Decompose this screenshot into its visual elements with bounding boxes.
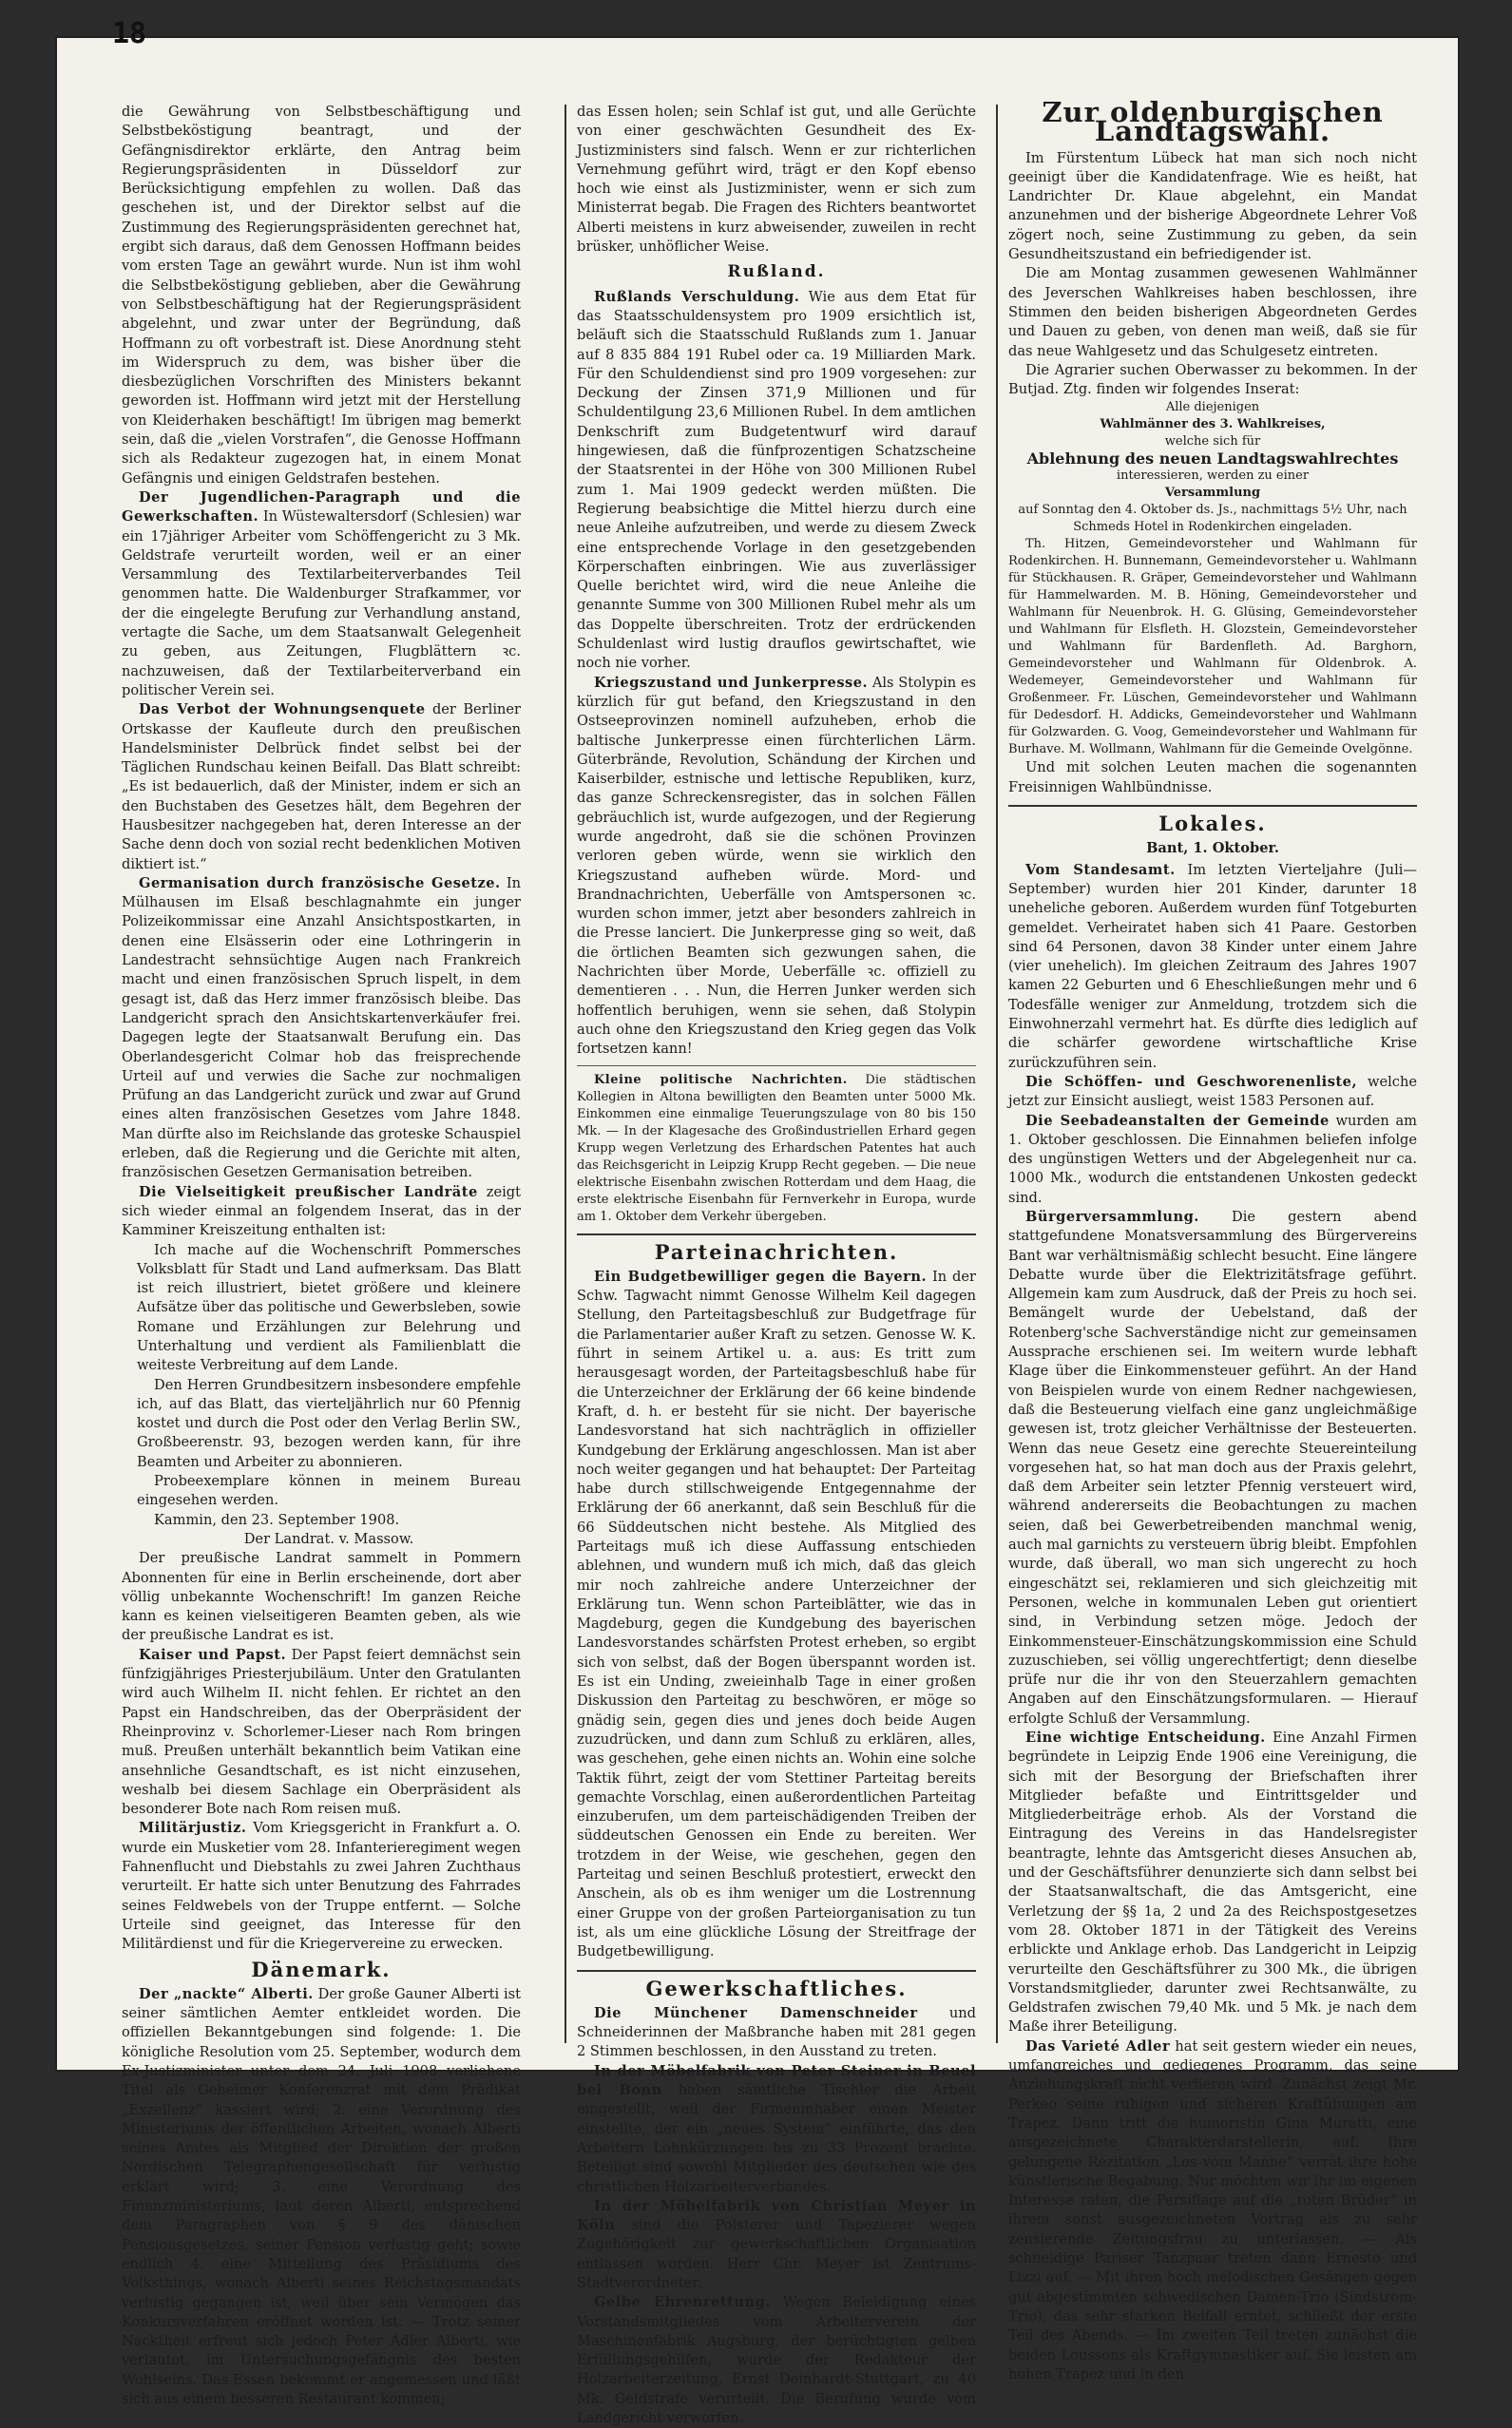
inserat-box	[1008, 399, 1417, 758]
ad-line: Versammlung	[1164, 486, 1261, 501]
article-text: die Gewährung von Selbstbeschäftigung und Selbstbeköstigung beantragt, und der Gefängnisdirektor erklärte, den Antrag beim Regierungspräsidenten in Düsseldorf zur Berücksichtigung empfehlen zu wollen. Daß das geschehen ist, und der Direktor selbst auf die Zustimmung des Regierungspräsidenten gerechnet hat, ergibt sich daraus, daß dem Genossen Hoffmann beides vom ersten Tage an gewährt wurde. Nun ist ihm wohl die Selbstbeköstigung geblieben, aber die Gewährung von Selbstbeschäftigung hat der Regierungspräsident abgelehnt, und zwar unter der Begründung, daß Hoffmann zu oft vorbestraft ist. Diese Anordnung steht im Widerspruch zu dem, was bisher über die diesbezüglichen Vorschriften des Ministers bekannt geworden ist. Hoffmann wird jetzt mit der Herstellung von Kleiderhaken beschäftigt! Im übrigen mag bemerkt sein, daß die „vielen Vorstrafen“, die Genosse Hoffmann sich als Redakteur zugezogen hat, in einem Monat Gefängnis und einigen Geldstrafen bestehen.	[122, 104, 521, 487]
article-heading: Die Schöffen- und Geschworenenliste,	[1025, 1073, 1358, 1090]
article-text: welche jetzt zur Einsicht ausliegt, weist 1583 Personen auf.	[1008, 1073, 1418, 1110]
article-text: Der große Gauner Alberti ist seiner sämtlichen Aemter entkleidet worden. Die offiziellen Bekanntgebungen sind folgende: 1. Die königliche Resolution vom 25. September, wodurch dem Ex-Justizminister unter dem 24. Juli 1908 verliehene Titel als Geheimer Konferenzrat mit dem Prädikat „Exzellenz“ kassiert wird; 2. eine Verordnung des Ministeriums der öffentlichen Arbeiten, wonach Alberti seines Amtes als Mitglied der Direktion der großen Nordischen Telegraphengesellschaft für verlustig erklärt wird; 3. eine Verordnung des Finanzministeriums, laut deren Alberti, entsprechend dem Paragraphen von § 9 des dänischen Pensionsgesetzes, seiner Pension verlustig geht; sowie endlich 4. eine Mitteilung des Präsidiums des Volksthings, wonach Alberti seines Reichstagsmandats verlustig gegangen ist, weil über sein Vermögen das Konkursverfahren eröffnet worden ist. — Trotz seiner Nacktheit erfreut sich jedoch Peter Adler Alberti, wie verlautet, im Untersuchungsgefängnis des besten Wohlseins. Das Essen bekommt er angemessen und läßt sich aus einem besseren Restaurant kommen;	[122, 1985, 521, 2408]
article-text: Die Agrarier suchen Oberwasser zu bekommen. In der Butjad. Ztg. finden wir folgendes Inserat:	[1008, 361, 1417, 398]
article-text: In Mülhausen im Elsaß beschlagnahmte ein junger Polizeikommissar eine Anzahl Ansichtspostkarten, in denen eine Elsässerin oder eine Lothringerin in Landestracht sehnsüchtige Augen nach Frankreich macht und einen französischen Spruch lispelt, in dem gesagt ist, daß das Herz immer französisch bleibe. Das Landgericht sprach den Ansichtskartenverkäufer frei. Dagegen legte der Staatsanwalt Berufung ein. Das Oberlandesgericht Colmar hob das freisprechende Urteil auf und verwies die Sache zur nochmaligen Prüfung an das Landgericht zurück und zwar auf Grund eines alten französischen Gesetzes vom Jahre 1848. Man dürfte also im Reichslande das groteske Schauspiel erleben, daß die Regierung und die Gerichte mit alten, französischen Gesetzen Germanisation betreiben.	[122, 874, 521, 1181]
article-text: Als Stolypin es kürzlich für gut befand, den Kriegszustand in den Ostseeprovinzen nominell aufzuheben, erhob die baltische Junkerpresse einen fürchterlichen Lärm. Güterbrände, Revolution, Schändung der Kirchen und Kaiserbilder, estnische und lettische Republiken, kurz, das ganze Schreckensregister, das in solchen Fällen gebräuchlich ist, wurde aufgezogen, und der Regierung wurde angedroht, daß sie die schönen Provinzen verloren geben würde, wenn sie wirklich den Kriegszustand aufheben würde. Mord- und Brandnachrichten, Ueberfälle von Amtspersonen ꝛc. wurden schon immer, jetzt aber besonders zahlreich in die Presse lanciert. Die Junkerpresse ging so weit, daß die örtlichen Beamten sich gezwungen sahen, die Nachrichten über Morde, Ueberfälle ꝛc. offiziell zu dementieren . . . Nun, die Herren Junker werden sich hoffentlich beruhigen, wenn sie sehen, daß Stolypin auch ohne den Kriegszustand den Krieg gegen das Volk fortsetzen kann!	[577, 674, 976, 1058]
section-title: Parteinachrichten.	[654, 1239, 899, 1264]
article-heading: Militärjustiz.	[139, 1820, 247, 1837]
article-heading: Die Seebadeanstalten der Gemeinde	[1025, 1112, 1330, 1129]
article-heading: Eine wichtige Entscheidung.	[1025, 1730, 1266, 1746]
ad-signatories: Th. Hitzen, Gemeindevorsteher und Wahlmann für Rodenkirchen. H. Bunnemann, Gemeindevorsteher u. Wahlmann für Stückhausen. R. Gräper, Gemeindevorsteher und Wahlmann für Hammelwarden. M. B. Höning, Gemeindevorsteher und Wahlmann für Neuenbrok. H. G. Glüsing, Gemeindevorsteher und Wahlmann für Elsfleth. H. Glozstein, Gemeindevorsteher und Wahlmann für Bardenfleth. Ad. Barghorn, Gemeindevorsteher und Wahlmann für Oldenbrok. A. Wedemeyer, Gemeindevorsteher und Wahlmann für Großenmeer. Fr. Lüschen, Gemeindevorsteher und Wahlmann für Dedesdorf. H. Addicks, Gemeindevorsteher und Wahlmann für Golzwarden. G. Voog, Gemeindevorsteher und Wahlmann für Burhave. M. Wollmann, Wahlmann für die Gemeinde Ovelgönne.	[1008, 537, 1417, 757]
article-heading: Der Jugendlichen-Paragraph und die Gewerkschaften.	[122, 488, 521, 526]
article-text: Die gestern abend stattgefundene Monatsversammlung des Bürgervereins Bant war verhältnismäßig schlecht besucht. Eine längere Debatte wurde über die Elektrizitätsfrage geführt. Allgemein kam zum Ausdruck, daß der Preis zu hoch sei. Bemängelt wurde der Uebelstand, daß der Rotenberg'sche Sachverständige nicht zur gemeinsamen Aussprache erschienen sei. Im weitern wurde lebhaft Klage über die Einkommensteuer geführt. An der Hand von Beispielen wurde von einem Redner nachgewiesen, daß die Besteuerung vielfach eine ganz ungleichmäßige gewesen ist, trotz gleicher Verhältnisse der Besteuerten. Wenn das neue Gesetz eine gerechte Steuereinteilung vorgesehen hat, so hat man doch aus der Praxis gelehrt, daß dem Arbeiter sein letzter Pfennig versteuert wird, während andererseits die Beobachtungen zu machen seien, daß bei Gewerbetreibenden manchmal wenig, auch mal garnichts zu versteuern übrig bleibt. Empfohlen wurde, daß überall, wo man sich ungerecht zu hoch eingeschätzt sei, reklamieren und sich gleichzeitig mit Personen, welche in kommunalen Leben gut orientiert sind, in Verbindung setzen möge. Jedoch der Einkommensteuer-Einschätzungskommission eine Schuld zuzuschieben, sei völlig ungerechtfertigt; denn dieselbe prüfe nur die ihr von den Steuerzahlern gemachten Angaben auf den Einschätzungsformularen. — Hierauf erfolgte Schluß der Versammlung.	[1008, 1208, 1418, 1727]
article-heading: Ein Budgetbewilliger gegen die Bayern.	[594, 1268, 928, 1285]
article-heading: Kaiser und Papst.	[139, 1646, 287, 1663]
article-text: zeigt sich wieder einmal an folgendem Inserat, das in der Kamminer Kreiszeitung enthalten ist:	[122, 1183, 521, 1239]
article-heading: Die Münchener Damenschneider	[594, 2004, 918, 2021]
quote-date: Kammin, den 23. September 1908.	[154, 1511, 400, 1528]
quote-paragraph: Ich mache auf die Wochenschrift Pommersches Volksblatt für Stadt und Land aufmerksam. Das Blatt ist reich illustriert, bietet größere und kleinere Aufsätze über das politische und Gewerbsleben, sowie Romane und Erzählungen zur Belehrung und Unterhaltung und verdient als Familienblatt die weiteste Verbreitung auf dem Lande.	[137, 1241, 521, 1374]
divider	[1008, 805, 1417, 807]
divider	[577, 1065, 976, 1066]
ad-line: interessieren, werden zu einer	[1116, 468, 1310, 484]
article-heading: Die Vielseitigkeit preußischer Landräte	[139, 1183, 478, 1200]
quote-signature: Der Landrat. v. Massow.	[243, 1530, 414, 1547]
column-rule-2	[996, 105, 998, 2043]
article-text: haben sämtliche Tischler die Arbeit eingestellt, weil der Firmeninhaber einen Meister einstellte, der ein „neues System“ einführte, das den Arbeitern Lohnkürzungen bis zu 33 Prozent brachte. Beteiligt sind sowohl Mitglieder des deutschen wie des christlichen Holzarbeiterverbandes.	[577, 2082, 976, 2195]
article-text: In Wüstewaltersdorf (Schlesien) war ein 17jähriger Arbeiter vom Schöffengericht zu 3 Mk. Geldstrafe verurteilt worden, weil er an einer Versammlung des Textilarbeiterverbandes Teil genommen hatte. Die Waldenburger Strafkammer, vor der die eingelegte Berufung zur Verhandlung anstand, vertagte die Sache, um dem Staatsanwalt Gelegenheit zu geben, aus Zeitungen, Flugblättern ꝛc. nachzuweisen, daß der Textilarbeiterverband ein politischer Verein sei.	[122, 508, 522, 698]
column-2	[577, 103, 977, 2427]
article-heading: Rußlands Verschuldung.	[594, 288, 800, 305]
quote-paragraph: Probeexemplare können in meinem Bureau eingesehen werden.	[137, 1473, 521, 1509]
article-heading: Kleine politische Nachrichten.	[594, 1072, 848, 1087]
section-title: Dänemark.	[251, 1957, 392, 1981]
article-text: wurden am 1. Oktober geschlossen. Die Einnahmen beliefen infolge des ungünstigen Wetters und der Abgelegenheit nur ca. 1000 Mk., wodurch die entstandenen Unkosten gedeckt sind.	[1008, 1112, 1417, 1206]
main-headline: Zur oldenburgischen Landtagswahl.	[1042, 96, 1384, 148]
article-text: Eine Anzahl Firmen begründete in Leipzig Ende 1906 eine Vereinigung, die sich mit der Besorgung der Briefschaften ihrer Mitglieder befaßte und Eintrittsgelder und Mitgliederbeiträge erhob. Als der Vorstand die Eintragung des Vereins in das Handelsregister beantragte, lehnte das Amtsgericht dieses Ansuchen ab, und der Geschäftsführer denunzierte sich dann selbst bei der Staatsanwaltschaft, die das Amtsgericht, eine Verletzung der §§ 1a, 2 und 2a des Reichspostgesetzes vom 28. Oktober 1871 in der Tätigkeit des Vereins erblickte und Anklage erhob. Das Landgericht in Leipzig verurteilte den Geschäftsführer zu 300 Mk., die übrigen Vorstandsmitglieder, darunter zwei Rechtsanwälte, zu Geldstrafen zwischen 79,40 Mk. und 5 Mk. je nach dem Maße ihrer Beteiligung.	[1008, 1730, 1417, 2036]
article-heading: In der Möbelfabrik von Christian Meyer in Köln	[577, 2197, 976, 2234]
article-text: Wegen Beleidigung eines Vorstandsmitgliedes vom Arbeiterverein der Maschinenfabrik Augsburg, der berüchtigten gelben Erfüllungsgehilfen, wurde der Redakteur der Holzarbeiterzeitung, Ernst Deinhardt-Stuttgart, zu 40 Mk. Geldstrafe verurteilt. Die Berufung wurde vom Landgericht verworfen.	[577, 2294, 976, 2427]
page-number: 18	[112, 17, 147, 50]
article-heading: Germanisation durch französische Gesetze.	[139, 874, 501, 891]
section-title: Lokales.	[1158, 812, 1267, 836]
article-text: Die am Montag zusammen gewesenen Wahlmänner des Jeverschen Wahlkreises haben beschlossen, ihre Stimmen den beiden bisherigen Abgeordneten Gerdes und Dauen zu geben, von denen man weiß, daß sie für das neue Wahlgesetz und das Schulgesetz eintreten.	[1008, 265, 1417, 359]
article-text: das Essen holen; sein Schlaf ist gut, und alle Gerüchte von einer geschwächten Gesundheit des Ex-Justizministers sind falsch. Wenn er zur richterlichen Vernehmung geführt wird, trägt er den Kopf ebenso hoch wie einst als Justizminister, wenn er sich zum Ministerrat begab. Die Fragen des Richters beantwortet Alberti meistens in kurz abweisender, zuweilen in recht brüsker, unhöflicher Weise.	[577, 104, 976, 256]
divider	[577, 1233, 976, 1235]
section-title: Gewerkschaftliches.	[645, 1976, 908, 2000]
article-text: Der preußische Landrat sammelt in Pommern Abonnenten für eine in Berlin erscheinende, dort aber völlig unbekannte Wochenschrift! Im ganzen Reiche kann es keinen vielseitigeren Beamten geben, als wie der preußische Landrat es ist.	[122, 1550, 521, 1644]
article-heading: Der „nackte“ Alberti.	[139, 1985, 314, 2002]
column-rule-1	[565, 105, 566, 2043]
ad-line: Ablehnung des neuen Landtagswahlrechtes	[1026, 449, 1399, 468]
inserat-quote	[122, 1241, 521, 1550]
article-heading: Das Varieté Adler	[1025, 2037, 1171, 2055]
article-text: Wie aus dem Etat für das Staatsschuldensystem pro 1909 ersichtlich ist, beläuft sich die Staatsschuld Rußlands zum 1. Januar auf 8 835 884 191 Rubel oder ca. 19 Milliarden Mark. Für den Schuldendienst sind pro 1909 vorgesehen: zur Deckung der Zinsen 371,9 Millionen und für Schuldentilgung 23,6 Millionen Rubel. In dem amtlichen Denkschrift zum Budgetentwurf wird darauf hingewiesen, daß die fünfprozentigen Schatzscheine der Staatsrentei in der Höhe von 300 Millionen Rubel zum 1. Mai 1909 gedeckt werden müßten. Die Regierung beabsichtige die Mittel hierzu durch eine neue Anleihe aufzutreiben, und werde zu diesem Zweck eine entsprechende Vorlage in den gesetzgebenden Körperschaften einbringen. Wie aus zuverlässiger Quelle berichtet wird, wird die neue Anleihe die genannte Summe von 300 Millionen Rubel mehr als um das Doppelte überschreiten. Trotz der erdrückenden Schuldenlast wird lustig drauflos gewirtschaftet, wie noch nie vorher.	[577, 288, 976, 672]
ad-line: Wahlmänner des 3. Wahlkreises,	[1100, 417, 1326, 432]
article-text: Vom Kriegsgericht in Frankfurt a. O. wurde ein Musketier vom 28. Infanterieregiment wegen Fahnenflucht und Diebstahls zu zwei Jahren Zuchthaus verurteilt. Er hatte sich unter Benutzung des Fahrrades seines Feldwebels von der Truppe entfernt. — Solche Urteile sind geeignet, das Interesse für den Militärdienst und für die Kriegervereine zu erwecken.	[122, 1820, 522, 1953]
article-text: Und mit solchen Leuten machen die sogenannten Freisinnigen Wahlbündnisse.	[1008, 759, 1417, 795]
article-heading: Gelbe Ehrenrettung.	[594, 2294, 771, 2311]
divider	[577, 1970, 976, 1972]
article-heading: Vom Standesamt.	[1025, 861, 1176, 878]
article-heading: In der Möbelfabrik von Peter Steiner in Beuel bei Bonn	[577, 2062, 976, 2099]
article-text: und Schneiderinnen der Maßbranche haben mit 281 gegen 2 Stimmen beschlossen, in den Ausstand zu treten.	[577, 2004, 976, 2060]
ad-line: Alle diejenigen	[1165, 400, 1260, 415]
article-text: Der Papst feiert demnächst sein fünfzigjähriges Priesterjubiläum. Unter den Gratulanten wird auch Wilhelm II. nicht fehlen. Er richtet an den Papst ein Handschreiben, das der Oberpräsident der Rheinprovinz v. Schorlemer-Lieser nach Rom bringen muß. Preußen unterhält bekanntlich beim Vatikan eine ansehnliche Gesandtschaft, es ist nicht einzusehen, weshalb bei diesem Sachlage ein Oberpräsident als besonderer Bote nach Rom reisen muß.	[122, 1646, 521, 1818]
column-1	[122, 103, 522, 2408]
article-heading: Das Verbot der Wohnungsenquete	[139, 701, 426, 718]
article-text: Im letzten Vierteljahre (Juli—September) wurden hier 201 Kinder, darunter 18 uneheliche geboren. Außerdem wurden fünf Totgeburten gemeldet. Verheiratet haben sich 41 Paare. Gestorben sind 64 Personen, davon 38 Kinder unter einem Jahre (vier unehelich). Im gleichen Zeitraum des Jahres 1907 kamen 22 Geburten und 6 Eheschließungen mehr und 6 Todesfälle weniger zur Anmeldung, trotzdem sich die Einwohnerzahl vermehrt hat. Es dürfte dies lediglich auf die schärfer gewordene wirtschaftliche Krise zurückzuführen sein.	[1008, 861, 1418, 1071]
column-3	[1008, 96, 1418, 2382]
article-text: der Berliner Ortskasse der Kaufleute durch den preußischen Handelsminister Delbrück findet selbst bei der Täglichen Rundschau keinen Beifall. Das Blatt schreibt: „Es ist bedauerlich, daß der Minister, indem er sich an den Buchstaben des Gesetzes hält, dem Begehren der Hausbesitzer nachgegeben hat, deren Interesse an der Sache denn doch von sozial recht bedenklichen Motiven diktiert ist.“	[122, 701, 522, 872]
dateline: Bant, 1. Oktober.	[1146, 840, 1279, 857]
article-text: sind die Polsterer und Tapezierer wegen Zugehörigkeit zur gewerkschaftlichen Organisation entlassen worden. Herr Chr. Meyer ist Zentrums-Stadtverordneter.	[577, 2217, 977, 2291]
quote-paragraph: Den Herren Grundbesitzern insbesondere empfehle ich, auf das Blatt, das vierteljährlich nur 60 Pfennig kostet und durch die Post oder den Verlag Berlin SW., Großbeerenstr. 93, bezogen werden kann, für ihre Beamten und Arbeiter zu abonnieren.	[137, 1376, 521, 1470]
article-text: Im Fürstentum Lübeck hat man sich noch nicht geeinigt über die Kandidatenfrage. Wie es heißt, hat Landrichter Dr. Klaue abgelehnt, ein Mandat anzunehmen und der bisherige Abgeordnete Lehrer Voß zögert noch, seine Zustimmung zu geben, da sein Gesundheitszustand ein befriedigender ist.	[1008, 149, 1417, 263]
article-heading: Bürgerversammlung.	[1025, 1208, 1199, 1225]
section-title: Rußland.	[727, 262, 826, 282]
article-text: hat seit gestern wieder ein neues, umfangreiches und gediegenes Programm, das seine Anziehungskraft nicht verlieren wird. Zunächst zeigt Mr. Perkeo seine ruhigen und sicheren Kraftübungen am Trapez. Dann tritt die humoristin Gina Muratti, eine ausgezeichnete Charakterdarstellerin, auf. Ihre gelungene Rezitation „Los vom Manne“ verrät ihre hohe künstlerische Begabung. Nur möchten wir ihr im eigenen Interesse raten, die Persiflage auf die „roten Brüder“ in ihrem sonst ausgezeichneten Vortrag als zu sehr zensierende Zeitungsfrau zu unterlassen. — Als schneidige Pariser Tanzpaar treten dann Ernesto und Lizzi auf. — Mit ihren hoch melodischen Gesängen gegen gut abgestimmten schwedischen Damen-Trio (Sindstrom-Trio), das sehr starken Beifall erntet, schließt der erste Teil des Abends. — Im zweiten Teil treten zunächst die beiden Loussons als Kraftgymnastiker auf. Sie leisten am hohen Trapez und in den	[1008, 2037, 1417, 2382]
article-text: Die städtischen Kollegien in Altona bewilligten den Beamten unter 5000 Mk. Einkommen eine einmalige Teuerungszulage von 80 bis 150 Mk. — In der Klagesache des Großindustriellen Erhard gegen Krupp wegen Verletzung des Erhardschen Patentes hat auch das Reichsgericht in Leipzig Krupp Recht gegeben. — Die neue elektrische Eisenbahn zwischen Rotterdam und dem Haag, die erste elektrische Eisenbahn für Fernverkehr in Europa, wurde am 1. Oktober dem Verkehr übergeben.	[577, 1072, 977, 1224]
ad-line: welche sich für	[1164, 434, 1261, 449]
article-heading: Kriegszustand und Junkerpresse.	[594, 674, 869, 691]
article-text: In der Schw. Tagwacht nimmt Genosse Wilhelm Keil dagegen Stellung, den Parteitagsbeschluß zur Budgetfrage für die Parlamentarier außer Kraft zu setzen. Genosse W. K. führt in seinem Artikel u. a. aus: Es tritt zum herausgesagt worden, der Parteitagsbeschluß habe für die Unterzeichner der Erklärung der 66 keine bindende Kraft, d. h. er besteht für sie nicht. Der bayerische Landesvorstand hat sich nachträglich in offizieller Kundgebung der Erklärung angeschlossen. Man ist aber noch weiter gegangen und hat behauptet: Der Parteitag habe durch stillschweigende Entgegennahme der Erklärung der 66 anerkannt, daß sein Beschluß für die 66 Süddeutschen nicht bestehe. Als Mitglied des Parteitags muß ich diese Auffassung entschieden ablehnen, und wundern muß ich mich, daß das gleich mir noch zahlreiche andere Unterzeichner der Erklärung tun. Wenn schon Parteiblätter, wie das in Magdeburg, gegen die Kundgebung des bayerischen Landesvorstandes schärfsten Protest erheben, so ergibt sich von selbst, daß der Bogen überspannt worden ist. Es ist ein Unding, zweieinhalb Tage in einer großen Diskussion den Parteitag zu beschwören, er möge so gnädig sein, gegen dies und jenes doch beide Augen zuzudrücken, und dann zum Schluß zu erklären, alles, was geschehen, gehe einen nichts an. Wohin eine solche Taktik führt, zeigt der vom Stettiner Parteitag bereits gemachte Vorschlag, einen außerordentlichen Parteitag einzuberufen, um dem parteischädigenden Treiben der süddeutschen Genossen ein Ende zu bereiten. Wer trotzdem in der Weise, wie geschehen, gegen den Parteitag und seinen Beschluß protestiert, erweckt den Anschein, als ob es ihm weniger um die Lostrennung einer Gruppe von der großen Parteiorganisation zu tun ist, als um eine glückliche Lösung der Streitfrage der Budgetbewilligung.	[577, 1268, 976, 1960]
ad-line: auf Sonntag den 4. Oktober ds. Js., nachmittags 5½ Uhr, nach Schmeds Hotel in Rodenkirchen eingeladen.	[1018, 503, 1407, 535]
